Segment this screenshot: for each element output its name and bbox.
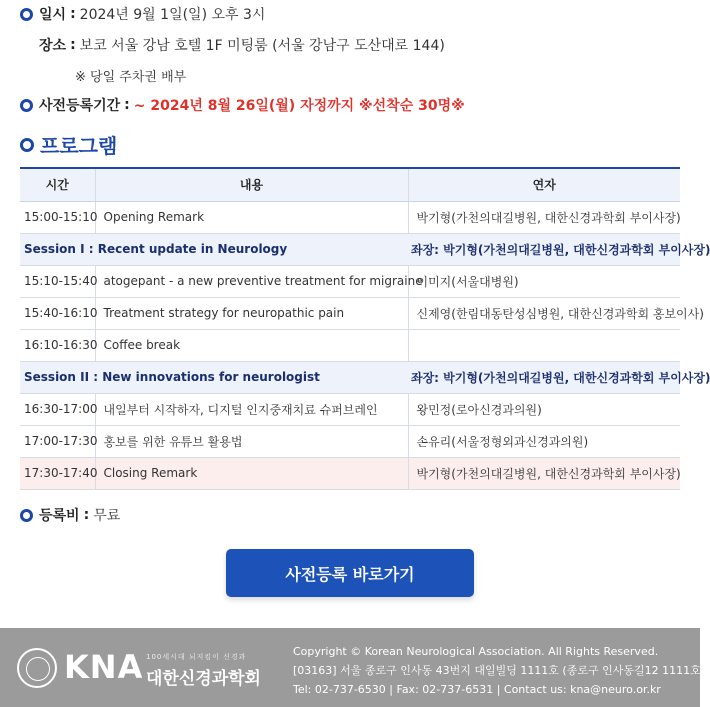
program-table (20, 167, 710, 490)
table-row (20, 297, 680, 329)
fee-label: 등록비 (39, 508, 80, 524)
table-row (20, 329, 680, 361)
row-time: 15:40-16:10 (20, 297, 95, 329)
kna-logo: KNA (64, 648, 144, 686)
row-time: 15:00-15:10 (20, 201, 95, 233)
program-title: 프로그램 (40, 134, 118, 158)
row-speaker: 신제영(한림대동탄성심병원, 대한신경과학회 홍보이사) (408, 297, 680, 329)
association-seal-icon (17, 648, 57, 688)
address-text: [03163] 서울 종로구 인사동 43번지 대일빌딩 1111호 (종로구 인사동길12 1111호) (293, 664, 706, 677)
header-time: 시간 (20, 168, 95, 201)
footer-info (293, 642, 705, 699)
session-chair: 좌장: 박기형(가천의대길병원, 대한신경과학회 부이사장) (408, 361, 680, 393)
row-time: 17:30-17:40 (20, 457, 95, 489)
table-row (20, 393, 680, 425)
parking-note: ※ 당일 주차권 배부 (75, 70, 187, 85)
row-speaker: 박기형(가천의대길병원, 대한신경과학회 부이사장) (408, 201, 680, 233)
row-content: Closing Remark (95, 457, 408, 489)
header-content: 내용 (95, 168, 408, 201)
circle-bullet-icon (20, 8, 33, 21)
place-label: 장소 (39, 38, 67, 54)
row-speaker: 왕민정(로아신경과의원) (408, 393, 680, 425)
logo-korean-name: 대한신경과학회 (146, 669, 261, 689)
circle-bullet-icon (20, 509, 33, 522)
header-speaker: 연자 (408, 168, 680, 201)
date-row: 일시 : 2024년 9월 1일(일) 오후 3시 (20, 4, 265, 24)
row-content: Treatment strategy for neuropathic pain (95, 297, 408, 329)
row-time: 17:00-17:30 (20, 425, 95, 457)
place-row: 장소 : 보코 서울 강남 호텔 1F 미팅룸 (서울 강남구 도산대로 144) (39, 37, 445, 54)
row-time: 16:30-17:00 (20, 393, 95, 425)
row-speaker: 박기형(가천의대길병원, 대한신경과학회 부이사장) (408, 457, 680, 489)
date-value: 2024년 9월 1일(일) 오후 3시 (79, 7, 266, 23)
copyright-text: Copyright © Korean Neurological Association. All Rights Reserved. (293, 645, 659, 658)
session-row (20, 361, 680, 393)
row-content: Coffee break (95, 329, 408, 361)
footer (0, 628, 706, 707)
circle-bullet-icon (20, 138, 34, 152)
row-speaker: 손유리(서울정형외과신경과의원) (408, 425, 680, 457)
session-chair: 좌장: 박기형(가천의대길병원, 대한신경과학회 부이사장) (408, 233, 680, 265)
table-row (20, 201, 680, 233)
row-content: 내일부터 시작하자, 디지털 인지중재치료 슈퍼브레인 (95, 393, 408, 425)
date-label: 일시 (39, 7, 67, 23)
row-time: 16:10-16:30 (20, 329, 95, 361)
table-row (20, 457, 680, 489)
row-time: 15:10-15:40 (20, 265, 95, 297)
program-heading (20, 130, 117, 159)
prereg-row: 사전등록기간 : ~ 2024년 8월 26일(월) 자정까지 ※선착순 30명※ (20, 95, 465, 115)
prereg-label: 사전등록기간 (39, 98, 121, 114)
logo-tagline: 100세시대 뇌지킴이 신경과 (146, 653, 247, 661)
fee-row: 등록비 : 무료 (20, 505, 120, 525)
fee-value: 무료 (93, 508, 121, 524)
session-title: Session II : New innovations for neurologist (20, 361, 408, 393)
table-row (20, 425, 680, 457)
preregister-button[interactable]: 사전등록 바로가기 (226, 549, 474, 597)
place-value: 보코 서울 강남 호텔 1F 미팅룸 (서울 강남구 도산대로 144) (79, 38, 445, 54)
prereg-value: ~ 2024년 8월 26일(월) 자정까지 ※선착순 30명※ (133, 98, 465, 114)
row-content: Opening Remark (95, 201, 408, 233)
session-title: Session I : Recent update in Neurology (20, 233, 408, 265)
contact-text: Tel: 02-737-6530 | Fax: 02-737-6531 | Contact us: kna@neuro.or.kr (293, 683, 661, 696)
row-speaker (408, 329, 680, 361)
table-row (20, 265, 680, 297)
session-row (20, 233, 680, 265)
row-content: atogepant - a new preventive treatment for migraine (95, 265, 408, 297)
row-content: 홍보를 위한 유튜브 활용법 (95, 425, 408, 457)
circle-bullet-icon (20, 99, 33, 112)
row-speaker: 이미지(서울대병원) (408, 265, 680, 297)
table-header-row (20, 168, 680, 201)
